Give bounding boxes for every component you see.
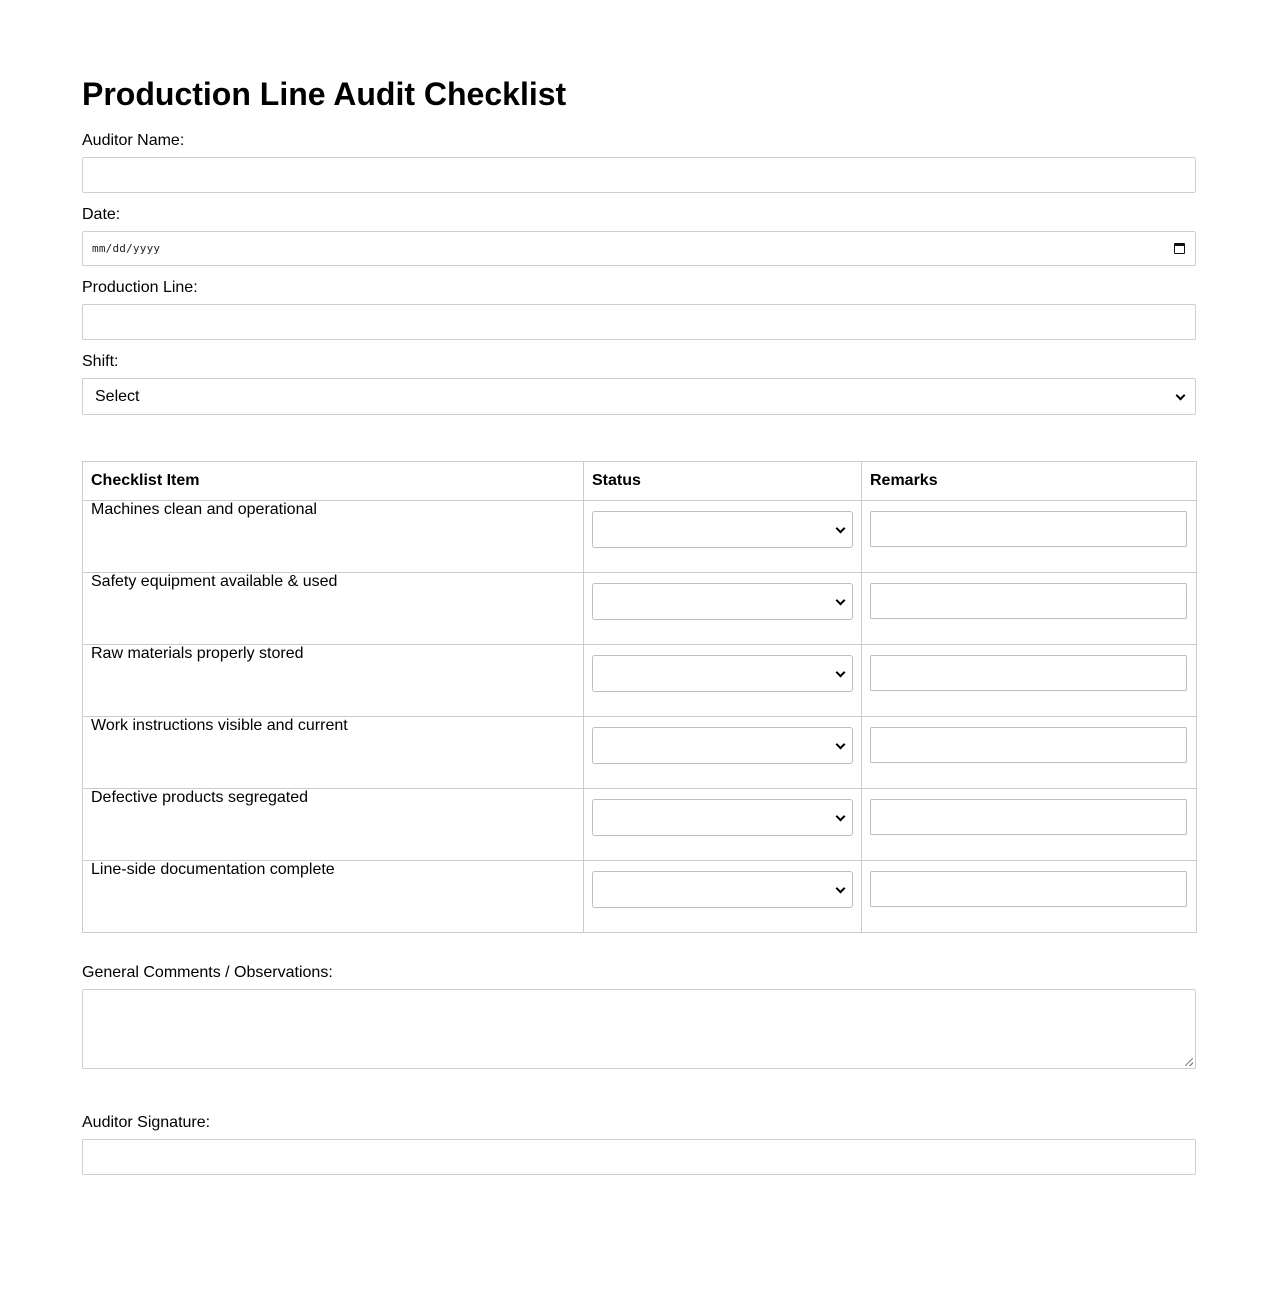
remarks-input[interactable] <box>870 799 1187 835</box>
auditor-name-label: Auditor Name: <box>82 132 185 149</box>
signature-input[interactable] <box>82 1139 1196 1175</box>
status-select[interactable] <box>592 583 853 620</box>
auditor-name-input[interactable] <box>82 157 1196 193</box>
chevron-down-icon <box>836 668 846 678</box>
remarks-input[interactable] <box>870 655 1187 691</box>
status-select[interactable] <box>592 727 853 764</box>
status-select[interactable] <box>592 511 853 548</box>
production-line-label: Production Line: <box>82 279 198 296</box>
remarks-input[interactable] <box>870 583 1187 619</box>
table-header-row <box>83 462 1197 501</box>
table-row <box>83 573 1197 645</box>
shift-selected-value: Select <box>95 388 140 405</box>
shift-select[interactable] <box>82 378 1196 415</box>
page-title: Production Line Audit Checklist <box>82 76 567 112</box>
checklist-table <box>82 461 1197 933</box>
resize-grip-icon[interactable] <box>1185 1058 1193 1066</box>
chevron-down-icon <box>836 596 846 606</box>
checklist-item-text: Work instructions visible and current <box>83 717 584 789</box>
chevron-down-icon <box>836 524 846 534</box>
table-row <box>83 717 1197 789</box>
column-header-remarks: Remarks <box>862 462 1197 501</box>
table-row <box>83 789 1197 861</box>
remarks-input[interactable] <box>870 511 1187 547</box>
checklist-item-text: Raw materials properly stored <box>83 645 584 717</box>
table-row <box>83 501 1197 573</box>
date-label: Date: <box>82 206 121 223</box>
remarks-input[interactable] <box>870 727 1187 763</box>
column-header-status: Status <box>584 462 862 501</box>
chevron-down-icon <box>836 740 846 750</box>
calendar-icon[interactable] <box>1174 243 1185 254</box>
comments-textarea[interactable] <box>82 989 1196 1069</box>
production-line-input[interactable] <box>82 304 1196 340</box>
column-header-item: Checklist Item <box>83 462 584 501</box>
checklist-item-text: Defective products segregated <box>83 789 584 861</box>
date-placeholder: mm/dd/yyyy <box>92 242 161 255</box>
status-select[interactable] <box>592 799 853 836</box>
remarks-input[interactable] <box>870 871 1187 907</box>
status-select[interactable] <box>592 655 853 692</box>
checklist-item-text: Line-side documentation complete <box>83 861 584 933</box>
date-input[interactable] <box>82 231 1196 266</box>
chevron-down-icon <box>836 884 846 894</box>
comments-label: General Comments / Observations: <box>82 964 333 981</box>
shift-label: Shift: <box>82 353 119 370</box>
chevron-down-icon <box>1176 391 1186 401</box>
checklist-item-text: Machines clean and operational <box>83 501 584 573</box>
signature-label: Auditor Signature: <box>82 1114 211 1131</box>
checklist-item-text: Safety equipment available & used <box>83 573 584 645</box>
table-row <box>83 861 1197 933</box>
status-select[interactable] <box>592 871 853 908</box>
table-row <box>83 645 1197 717</box>
chevron-down-icon <box>836 812 846 822</box>
